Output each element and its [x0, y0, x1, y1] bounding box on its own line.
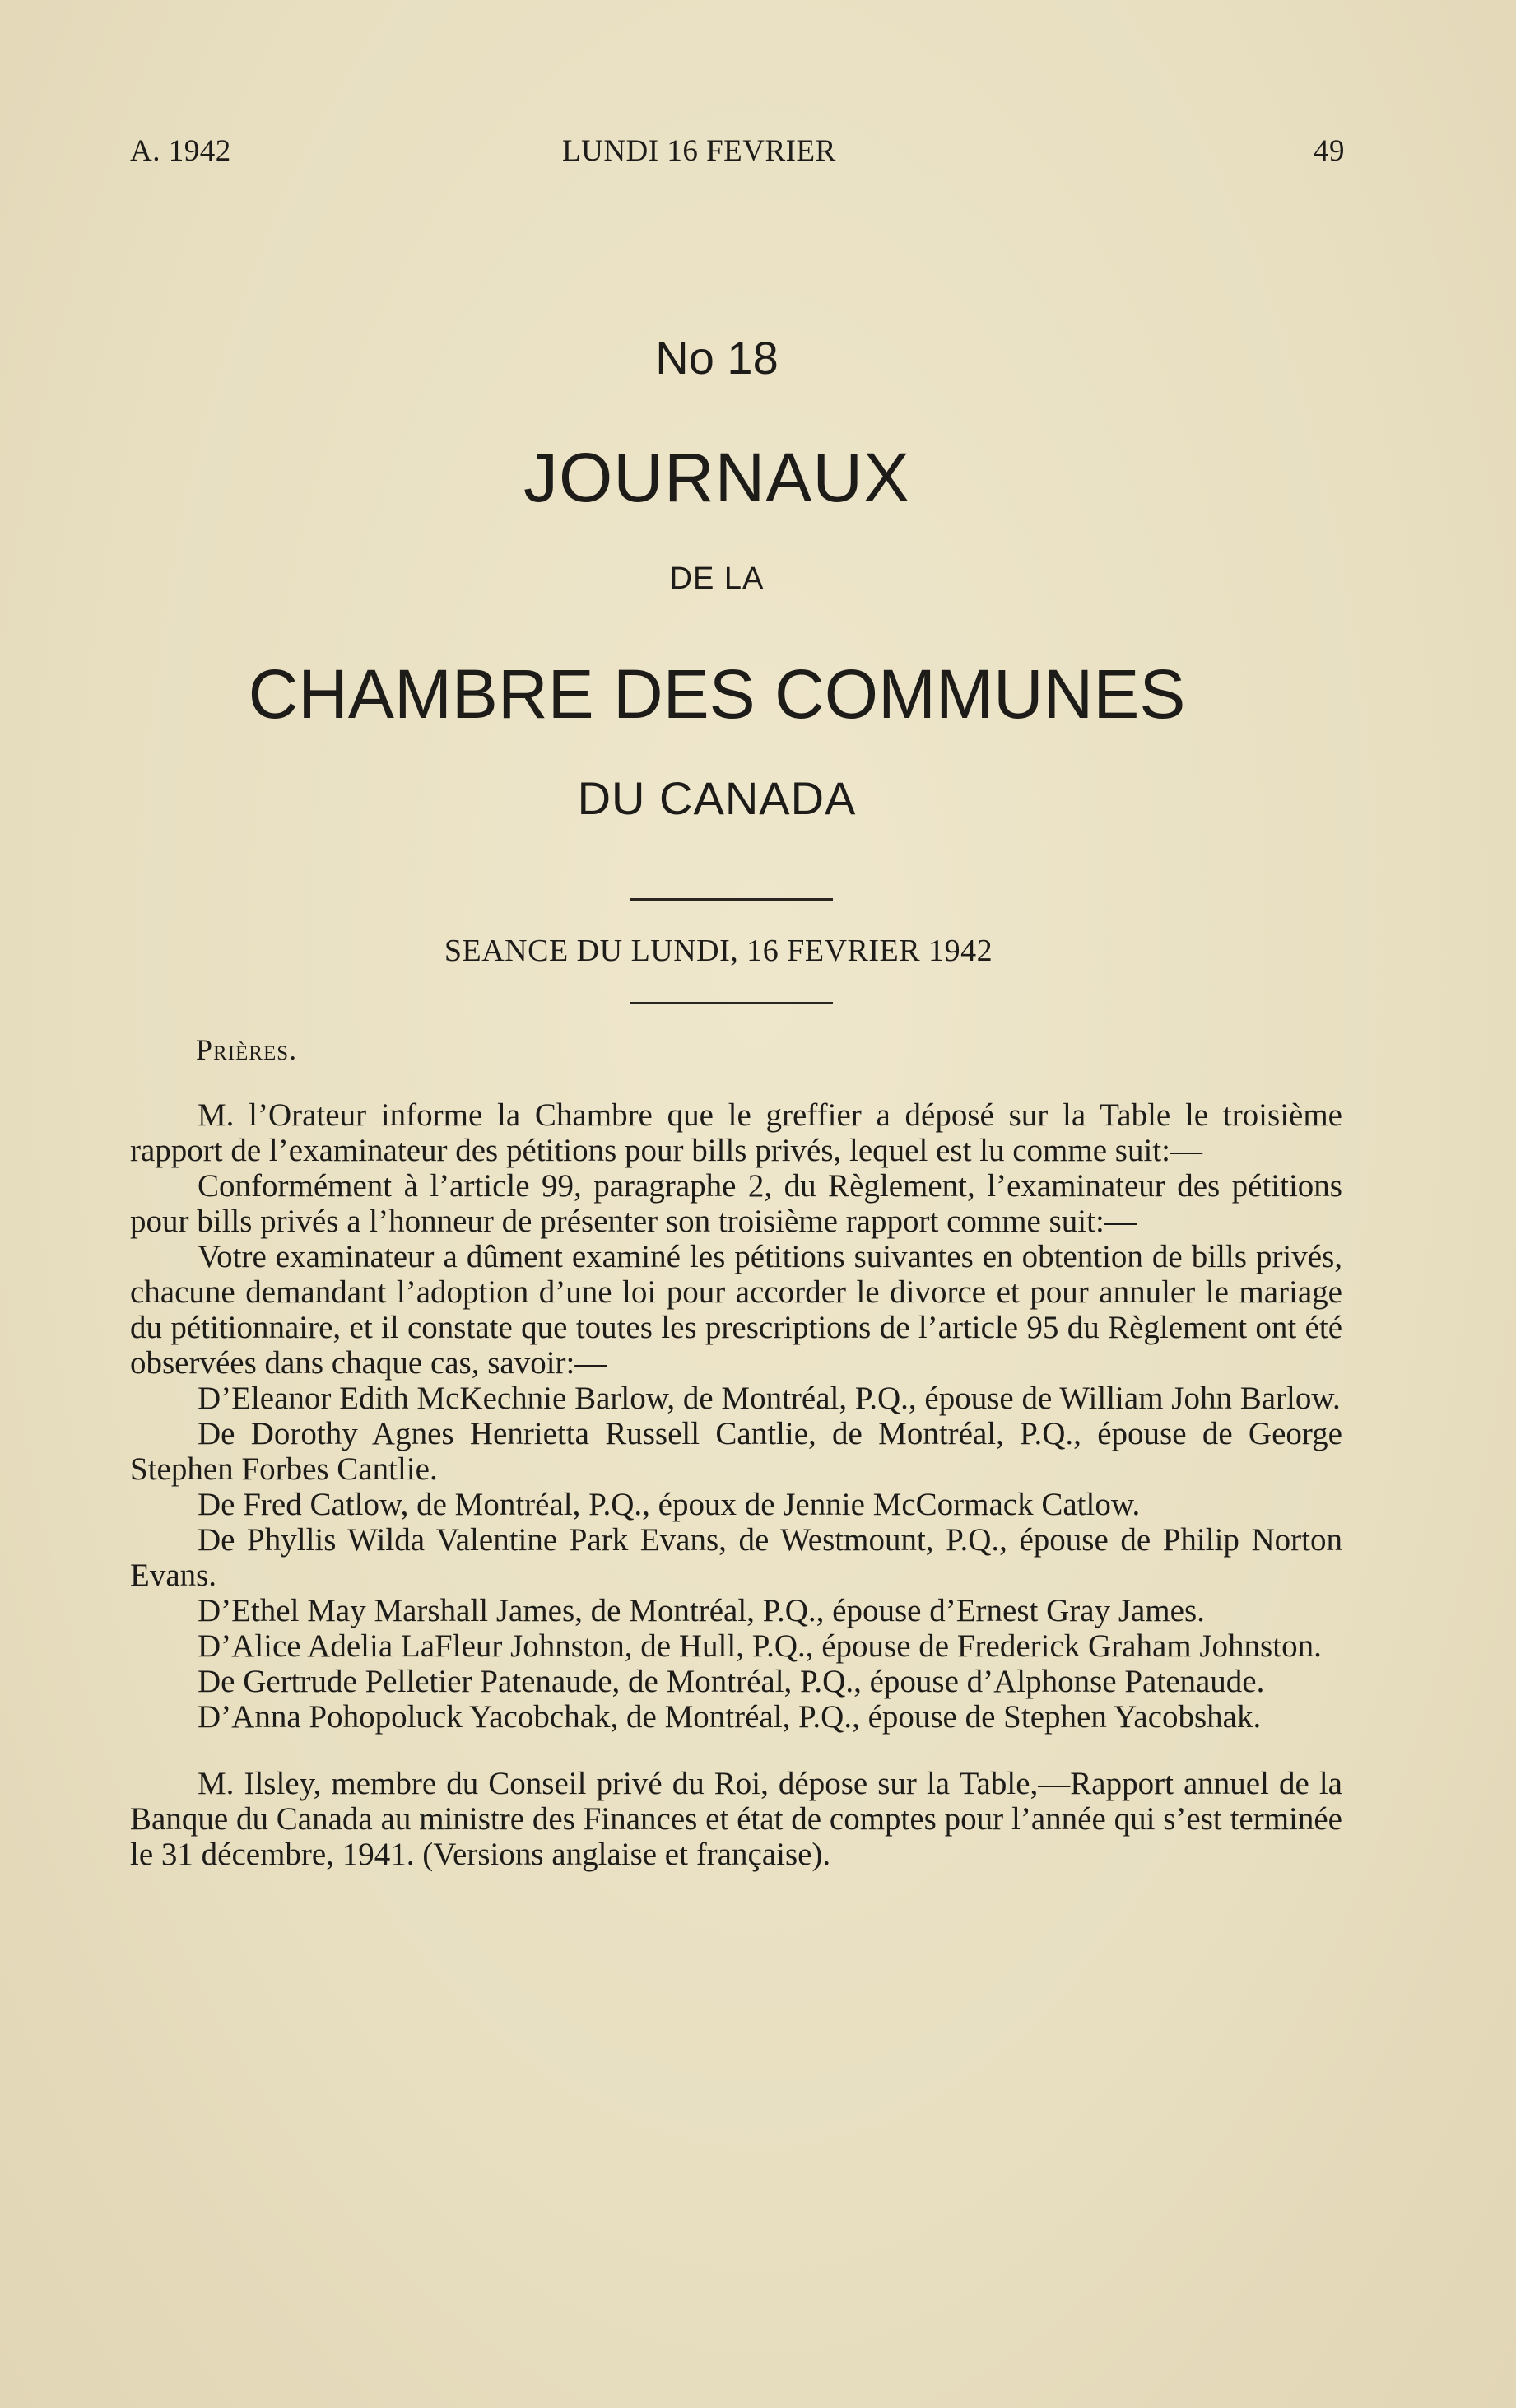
masthead-title: JOURNAUX: [523, 439, 911, 516]
divider-rule-bottom: [630, 1002, 833, 1004]
divider-rule-top: [630, 898, 833, 901]
masthead-country: DU CANADA: [577, 772, 857, 824]
paragraph: M. Ilsley, membre du Conseil privé du Roi, dépose sur la Table,—Rapport annuel de la Banque du Canada au ministre des Finances et état de comptes pour l’année qui s’est terminée le 31 décembre, 1941. (Versions anglaise et française).: [130, 1766, 1342, 1872]
petition-entry: De Dorothy Agnes Henrietta Russell Cantlie, de Montréal, P.Q., épouse de George Stephen Forbes Cantlie.: [130, 1416, 1342, 1487]
masthead-chamber: CHAMBRE DES COMMUNES: [248, 655, 1186, 733]
session-title: SEANCE DU LUNDI, 16 FEVRIER 1942: [444, 934, 993, 968]
petition-entry: D’Alice Adelia LaFleur Johnston, de Hull, P.Q., épouse de Frederick Graham Johnston.: [198, 1628, 1322, 1664]
petition-entry: D’Ethel May Marshall James, de Montréal, P.Q., épouse d’Ernest Gray James.: [198, 1593, 1205, 1628]
petition-entry: De Phyllis Wilda Valentine Park Evans, de Westmount, P.Q., épouse de Philip Norton Evans.: [130, 1522, 1342, 1593]
petition-entry: De Gertrude Pelletier Patenaude, de Montréal, P.Q., épouse d’Alphonse Patenaude.: [198, 1664, 1265, 1699]
petition-entry: D’Eleanor Edith McKechnie Barlow, de Montréal, P.Q., épouse de William John Barlow.: [198, 1381, 1341, 1416]
paragraph: Conformément à l’article 99, paragraphe 2, du Règlement, l’examinateur des pétitions pour bills privés a l’honneur de présenter son troisième rapport comme suit:—: [130, 1168, 1342, 1239]
header-date: LUNDI 16 FEVRIER: [562, 134, 836, 168]
page-number: 49: [1314, 134, 1345, 168]
petition-entry: De Fred Catlow, de Montréal, P.Q., époux de Jennie McCormack Catlow.: [198, 1487, 1141, 1522]
paragraph: M. l’Orateur informe la Chambre que le greffier a déposé sur la Table le troisième rapport de l’examinateur des pétitions pour bills privés, lequel est lu comme suit:—: [130, 1097, 1342, 1168]
journal-body: [130, 1097, 1342, 1872]
masthead-de-la: DE LA: [669, 561, 765, 596]
paragraph: Votre examinateur a dûment examiné les pétitions suivantes en obtention de bills privés, chacune demandant l’adoption d’une loi pour accorder le divorce et pour annuler le mariage du pétitionnaire, et il constate que toutes les prescriptions de l’article 95 du Règlement ont été observées dans chaque cas, savoir:—: [130, 1239, 1342, 1381]
petition-entry: D’Anna Pohopoluck Yacobchak, de Montréal, P.Q., épouse de Stephen Yacobshak.: [198, 1699, 1262, 1735]
issue-number: No 18: [655, 332, 779, 384]
prayers-heading: Prières.: [196, 1033, 298, 1066]
running-head: [130, 133, 1345, 170]
header-year: A. 1942: [130, 134, 231, 168]
